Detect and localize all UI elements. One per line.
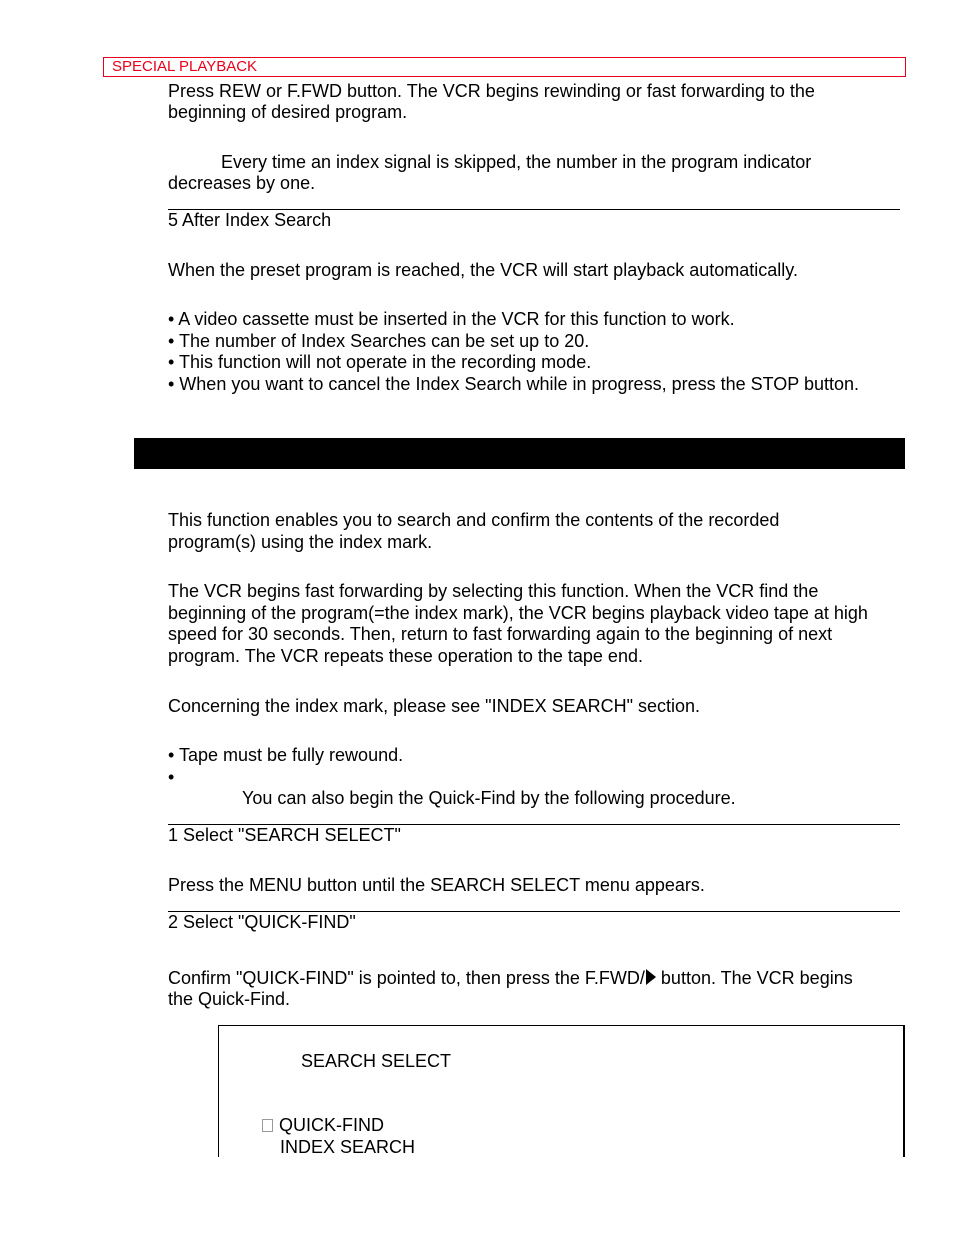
step-2-text-part-b: button. The VCR begins <box>655 968 853 988</box>
step-2-text-line-2: the Quick-Find. <box>168 989 291 1009</box>
menu-item-label: QUICK-FIND <box>279 1115 384 1135</box>
step-2-text-line-1 <box>168 968 853 990</box>
note-bullet-3: • This function will not operate in the recording mode. <box>168 352 592 372</box>
note-bullet-4: • When you want to cancel the Index Search while in progress, press the STOP button. <box>168 374 860 394</box>
rew-ffwd-paragraph-line-2: beginning of desired program. <box>168 102 408 122</box>
step-2-text-part-a: Confirm "QUICK-FIND" is pointed to, then press the F.FWD/ <box>168 968 645 988</box>
note-bullet-1: • A video cassette must be inserted in the VCR for this function to work. <box>168 309 735 329</box>
quick-find-intro-line-2: program(s) using the index mark. <box>168 532 433 552</box>
step-5-title: 5 After Index Search <box>168 210 332 230</box>
menu-item-index-search: INDEX SEARCH <box>280 1137 416 1157</box>
requirement-bullet-1: • Tape must be fully rewound. <box>168 745 404 765</box>
index-note-line-1: Every time an index signal is skipped, the number in the program indicator <box>221 152 812 172</box>
step-2-title: 2 Select "QUICK-FIND" <box>168 912 356 932</box>
step-1-title: 1 Select "SEARCH SELECT" <box>168 825 401 845</box>
note-bullet-2: • The number of Index Searches can be set up to 20. <box>168 331 590 351</box>
quick-find-intro-line-1: This function enables you to search and confirm the contents of the recorded <box>168 510 780 530</box>
requirement-bullet-2: • <box>168 767 175 787</box>
section-title-bar <box>134 438 905 469</box>
selection-cursor-icon <box>262 1119 273 1132</box>
rew-ffwd-paragraph-line-1: Press REW or F.FWD button. The VCR begins rewinding or fast forwarding to the <box>168 81 815 101</box>
quick-find-desc-line-2: beginning of the program(=the index mark), the VCR begins playback video tape at high <box>168 603 868 623</box>
menu-item-quick-find <box>262 1115 384 1137</box>
step-1-text: Press the MENU button until the SEARCH SELECT menu appears. <box>168 875 705 895</box>
menu-title: SEARCH SELECT <box>301 1051 452 1071</box>
quick-find-desc-line-4: program. The VCR repeats these operation to the tape end. <box>168 646 643 666</box>
step-5-text: When the preset program is reached, the VCR will start playback automatically. <box>168 260 798 280</box>
quick-find-desc-line-1: The VCR begins fast forwarding by selecting this function. When the VCR find the <box>168 581 819 601</box>
index-mark-reference: Concerning the index mark, please see "INDEX SEARCH" section. <box>168 696 701 716</box>
play-triangle-icon <box>646 969 656 985</box>
alternate-procedure-note: You can also begin the Quick-Find by the following procedure. <box>242 788 736 808</box>
index-note-line-2: decreases by one. <box>168 173 316 193</box>
quick-find-desc-line-3: speed for 30 seconds. Then, return to fast forwarding again to the beginning of next <box>168 624 833 644</box>
section-header-label: SPECIAL PLAYBACK <box>112 58 258 75</box>
